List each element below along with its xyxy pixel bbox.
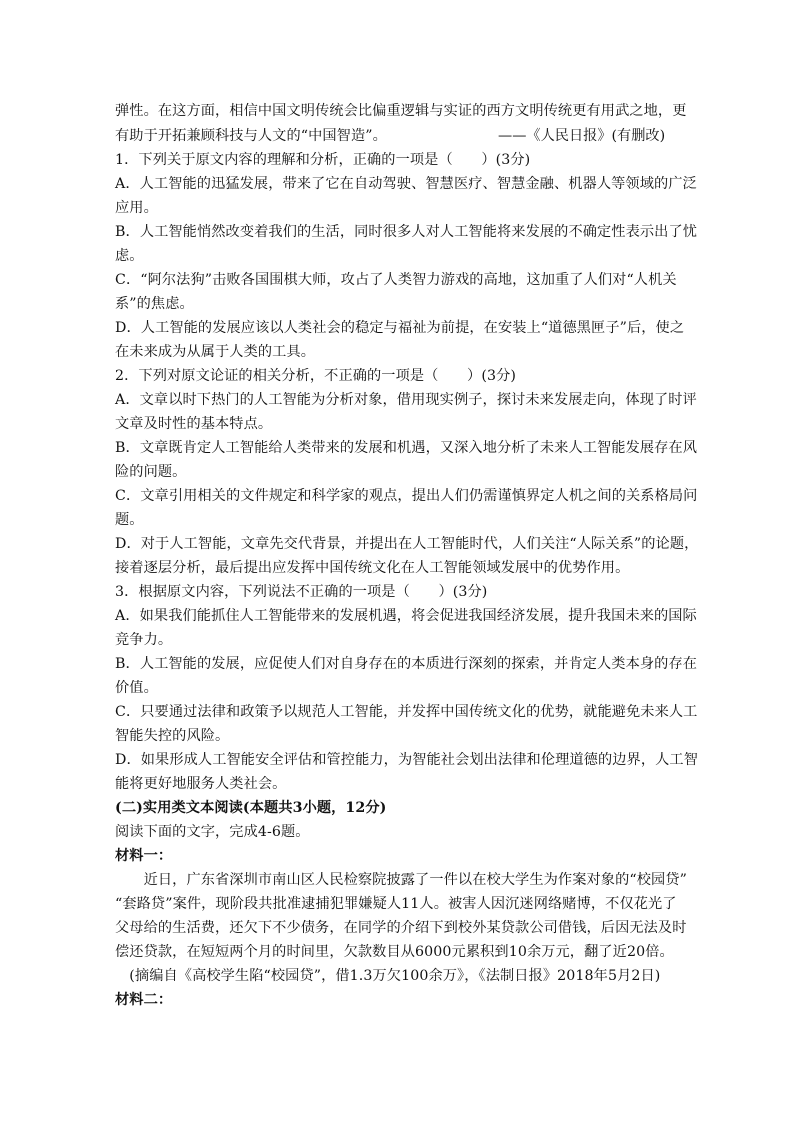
material-1-label: 材料一： — [115, 848, 173, 864]
question-2-option-c-line-1: C．文章引用相关的文件规定和科学家的观点，提出人们仍需谨慎界定人机之间的关系格局问 — [115, 488, 698, 504]
intro-line-2: 有助于开拓兼顾科技与人文的“中国智造”。 — [115, 128, 387, 144]
material-1-line-3: 父母给的生活费，还欠下不少债务，在同学的介绍下到校外某贷款公司借钱，后因无法及时 — [115, 920, 687, 936]
question-3-option-c-line-1: C．只要通过法律和政策予以规范人工智能，并发挥中国传统文化的优势，就能避免未来人工 — [115, 704, 698, 720]
question-3-option-a-line-1: A．如果我们能抓住人工智能带来的发展机遇，将会促进我国经济发展，提升我国未来的国际 — [115, 608, 697, 624]
question-1-option-a-line-2: 应用。 — [115, 200, 158, 216]
question-1-option-d-line-2: 在未来成为从属于人类的工具。 — [115, 344, 316, 360]
question-3-option-b-line-2: 价值。 — [115, 680, 158, 696]
question-3-option-d-line-2: 能将更好地服务人类社会。 — [115, 776, 287, 792]
section-2-instruction: 阅读下面的文字，完成4-6题。 — [115, 824, 310, 840]
question-3-option-c-line-2: 智能失控的风险。 — [115, 728, 230, 744]
question-1-option-d-line-1: D．人工智能的发展应该以人类社会的稳定与福祉为前提，在安装上“道德黑匣子”后，使之 — [115, 320, 685, 336]
question-2-option-b-line-2: 险的问题。 — [115, 464, 187, 480]
question-2-option-a-line-1: A．文章以时下热门的人工智能为分析对象，借用现实例子，探讨未来发展走向，体现了时评 — [115, 392, 697, 408]
question-2-stem: 2．下列对原文论证的相关分析，不正确的一项是（ ）(3分) — [115, 368, 516, 384]
material-1-line-4: 偿还贷款，在短短两个月的时间里，欠款数目从6000元累积到10余万元，翻了近20倍。 — [115, 944, 674, 960]
question-1-stem: 1．下列关于原文内容的理解和分析，正确的一项是（ ）(3分) — [115, 152, 531, 168]
question-3-option-d-line-1: D．如果形成人工智能安全评估和管控能力，为智能社会划出法律和伦理道德的边界，人工智 — [115, 752, 698, 768]
material-1-line-2: “套路贷”案件，现阶段共批准逮捕犯罪嫌疑人11人。被害人因沉迷网络赌博，不仅花光了 — [115, 896, 677, 912]
source-citation: ——《人民日报》(有删改) — [498, 128, 666, 144]
material-1-source: (摘编自《高校学生陷“校园贷”，借1.3万欠100余万》，《法制日报》2018年5月2日) — [115, 968, 661, 984]
question-3-option-a-line-2: 竞争力。 — [115, 632, 173, 648]
question-1-option-c-line-1: C．“阿尔法狗”击败各国围棋大师，攻占了人类智力游戏的高地，这加重了人们对“人机关 — [115, 272, 677, 288]
question-2-option-c-line-2: 题。 — [115, 512, 144, 528]
material-1-line-1: 近日，广东省深圳市南山区人民检察院披露了一件以在校大学生为作案对象的“校园贷” — [115, 872, 687, 888]
question-2-option-b-line-1: B．文章既肯定人工智能给人类带来的发展和机遇，又深入地分析了未来人工智能发展存在风 — [115, 440, 698, 456]
question-3-stem: 3．根据原文内容，下列说法不正确的一项是（ ）(3分) — [115, 584, 488, 600]
question-2-option-d-line-2: 接着逐层分析，最后提出应发挥中国传统文化在人工智能领域发展中的优势作用。 — [115, 560, 630, 576]
question-1-option-b-line-2: 虑。 — [115, 248, 144, 264]
intro-line-1: 弹性。在这方面，相信中国文明传统会比偏重逻辑与实证的西方文明传统更有用武之地，更 — [115, 103, 687, 119]
question-1-option-c-line-2: 系”的焦虑。 — [115, 296, 194, 312]
question-1-option-a-line-1: A．人工智能的迅猛发展，带来了它在自动驾驶、智慧医疗、智慧金融、机器人等领域的广泛 — [115, 176, 697, 192]
question-3-option-b-line-1: B．人工智能的发展，应促使人们对自身存在的本质进行深刻的探索，并肯定人类本身的存在 — [115, 656, 698, 672]
question-1-option-b-line-1: B．人工智能悄然改变着我们的生活，同时很多人对人工智能将来发展的不确定性表示出了忧 — [115, 224, 698, 240]
question-2-option-a-line-2: 文章及时性的基本特点。 — [115, 416, 273, 432]
question-2-option-d-line-1: D．对于人工智能，文章先交代背景，并提出在人工智能时代，人们关注“人际关系”的论题， — [115, 536, 699, 552]
section-2-heading: (二)实用类文本阅读(本题共3小题，12分) — [115, 800, 387, 816]
material-2-label: 材料二： — [115, 992, 173, 1008]
